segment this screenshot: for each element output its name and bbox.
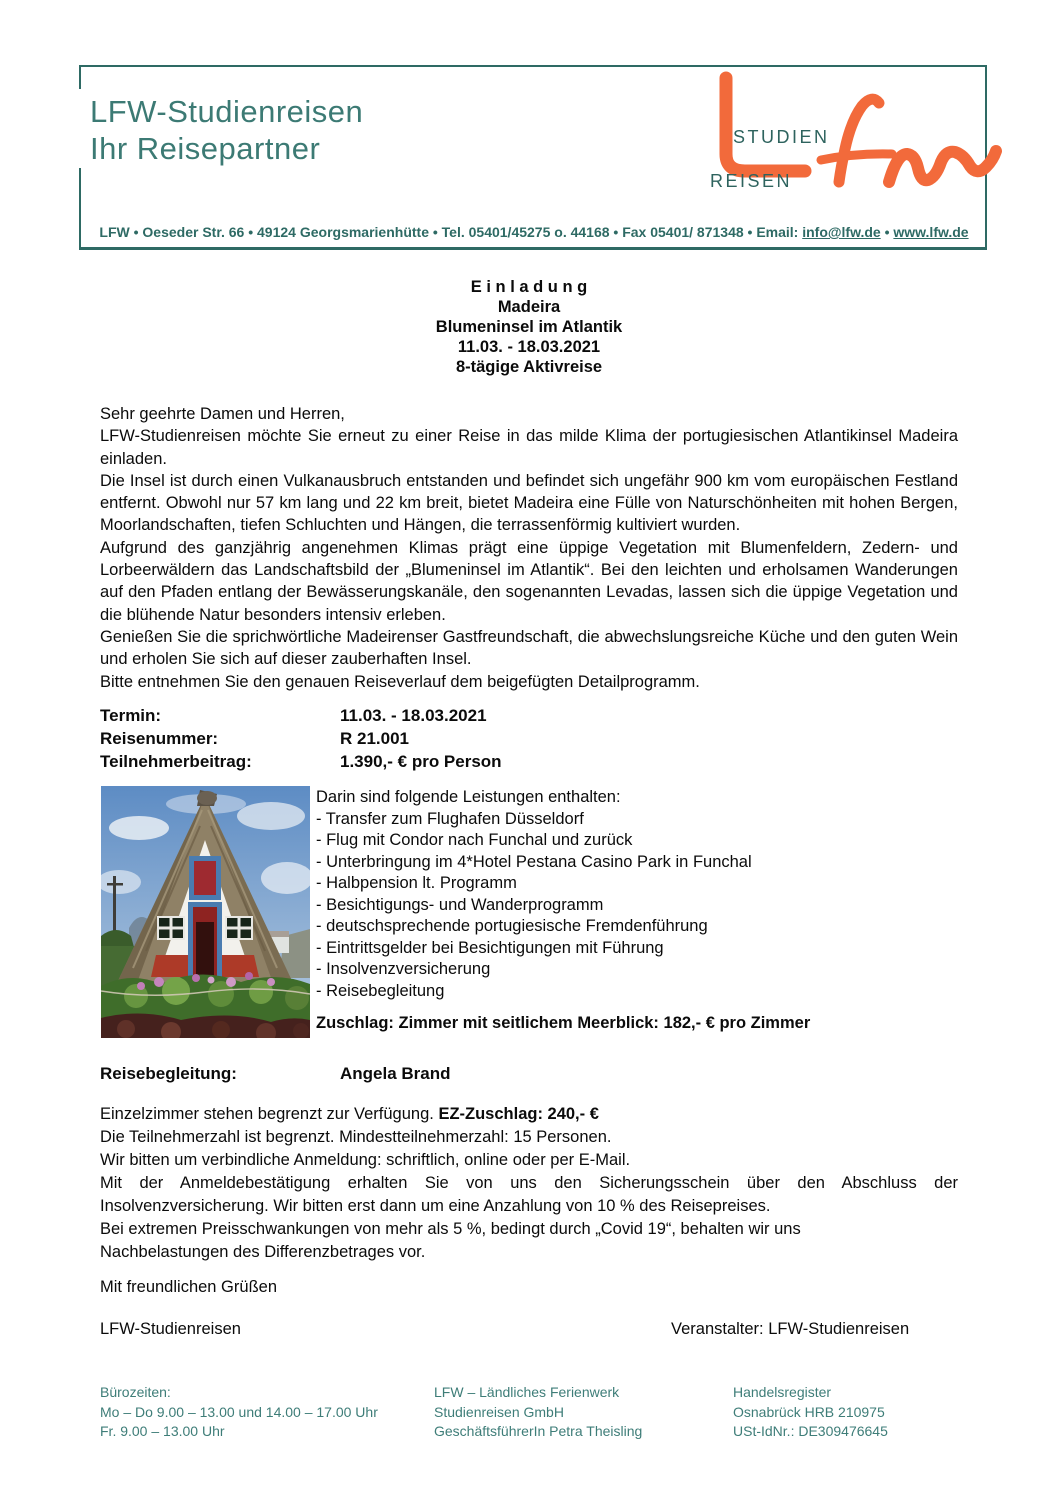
footer-company-info (434, 1383, 642, 1442)
intro-paragraph: Bitte entnehmen Sie den genauen Reiseverlauf dem beigefügten Detailprogramm. (100, 672, 700, 691)
logo-letter-f-crossbar-icon (821, 154, 892, 160)
service-item: - Eintrittsgelder bei Besichtigungen mit Führung (316, 938, 664, 957)
lfw-logo (693, 70, 993, 210)
trip-label-teilnehmerbeitrag: Teilnehmerbeitrag: (100, 752, 252, 771)
header-frame-left-upper (79, 65, 81, 89)
trip-label-reisenummer: Reisenummer: (100, 729, 219, 748)
footer-line: Osnabrück HRB 210975 (733, 1403, 885, 1420)
footer-line: LFW – Ländliches Ferienwerk (434, 1384, 620, 1400)
intro-paragraph: LFW-Studienreisen möchte Sie erneut zu einer Reise in das milde Klima der portugiesischen Atlantikinsel Madeira einladen. (100, 427, 958, 468)
santana-house-photo (101, 786, 310, 1038)
tour-guide-label: Reisebegleitung: (100, 1064, 237, 1083)
trip-detail-row (100, 727, 800, 750)
trip-detail-row (100, 704, 800, 727)
logo-text-reisen: REISEN (710, 171, 793, 191)
service-item: - Transfer zum Flughafen Düsseldorf (316, 809, 584, 828)
address-text: LFW • Oeseder Str. 66 • 49124 Georgsmarienhütte • Tel. 05401/45275 o. 44168 • Fax 05401/ 871348 • Email: (99, 224, 803, 240)
invitation-subtitle: Blumeninsel im Atlantik (435, 318, 623, 336)
invitation-destination: Madeira (497, 298, 561, 316)
trip-value-teilnehmerbeitrag: 1.390,- € pro Person (340, 752, 502, 771)
logo-letter-l-icon (726, 78, 805, 171)
trip-details-block (100, 704, 800, 773)
tour-guide-name: Angela Brand (340, 1064, 451, 1083)
address-separator: • (880, 224, 894, 240)
company-title-block (90, 93, 510, 167)
footer-registry-info (733, 1383, 888, 1442)
invitation-title-block (100, 277, 958, 377)
trip-value-reisenummer: R 21.001 (340, 729, 409, 748)
single-room-surcharge: EZ-Zuschlag: 240,- € (438, 1105, 599, 1123)
closing-greeting: Mit freundlichen Grüßen (100, 1278, 277, 1296)
price-fluctuation-line2: Nachbelastungen des Differenzbetrages vor. (100, 1243, 426, 1261)
service-item: - Insolvenzversicherung (316, 960, 491, 978)
services-block (316, 787, 964, 1035)
registration-line: Wir bitten um verbindliche Anmeldung: schriftlich, online oder per E-Mail. (100, 1151, 631, 1169)
salutation: Sehr geehrte Damen und Herren, (100, 405, 345, 423)
footer-line: Handelsregister (733, 1384, 832, 1400)
single-room-text: Einzelzimmer stehen begrenzt zur Verfügung. (100, 1105, 439, 1123)
confirmation-paragraph: Mit der Anmeldebestätigung erhalten Sie von uns den Sicherungsschein über den Abschluss der Insolvenzversicherung. Wir bitten erst dann um eine Anzahlung von 10 % des Reisepreises. (100, 1174, 958, 1215)
invitation-dates: 11.03. - 18.03.2021 (457, 338, 601, 356)
services-heading: Darin sind folgende Leistungen enthalten: (316, 788, 621, 806)
trip-value-termin: 11.03. - 18.03.2021 (340, 706, 487, 725)
header-frame-top (79, 65, 987, 67)
footer-line: USt-IdNr.: DE309476645 (733, 1423, 888, 1439)
intro-paragraph: Genießen Sie die sprichwörtliche Madeirenser Gastfreundschaft, die abwechslungsreiche Küche und den guten Wein und erholen Sie sich auf dieser zauberhaften Insel. (100, 627, 958, 669)
single-room-line (100, 1103, 958, 1126)
header-frame-bottom (79, 247, 987, 250)
intro-paragraph: Die Insel ist durch einen Vulkanausbruch entstanden und befindet sich ungefähr 900 km vom europäischen Festland entfernt. Obwohl nur 57 km lang und 22 km breit, bietet Madeira eine Fülle von Naturschönheiten mit hohen Bergen, Moorlandschaften, tiefen Schluchten und Hängen, die terrassenförmig kultiviert wurden. (100, 471, 958, 535)
min-participants-line: Die Teilnehmerzahl ist begrenzt. Mindestteilnehmerzahl: 15 Personen. (100, 1128, 612, 1146)
footer-line: Mo – Do 9.00 – 13.00 und 14.00 – 17.00 Uhr (100, 1403, 378, 1420)
service-item: - Flug mit Condor nach Funchal und zurück (316, 831, 633, 849)
invitation-heading: E i n l a d u n g (470, 278, 588, 296)
trip-detail-row (100, 750, 800, 773)
logo-letter-f-icon (839, 99, 879, 182)
tour-guide-row (100, 1064, 451, 1084)
logo-text-studien: STUDIEN (733, 127, 830, 147)
address-line (85, 224, 983, 240)
invitation-trip-type: 8-tägige Aktivreise (455, 358, 603, 376)
footer-line: Studienreisen GmbH (434, 1403, 564, 1420)
intro-text-block (100, 403, 958, 693)
service-item: - Unterbringung im 4*Hotel Pestana Casino Park in Funchal (316, 852, 752, 871)
service-item: - deutschsprechende portugiesische Fremdenführung (316, 917, 708, 935)
trip-label-termin: Termin: (100, 706, 162, 725)
email-link[interactable]: info@lfw.de (802, 224, 881, 240)
price-fluctuation-line1: Bei extremen Preisschwankungen von mehr als 5 %, bedingt durch „Covid 19“, behalten wir uns (100, 1220, 801, 1238)
footer-line: GeschäftsführerIn Petra Theisling (434, 1423, 643, 1439)
website-link[interactable]: www.lfw.de (893, 224, 969, 240)
conditions-block (100, 1103, 958, 1264)
service-item: - Halbpension lt. Programm (316, 874, 517, 892)
sea-view-surcharge: Zuschlag: Zimmer mit seitlichem Meerblick: 182,- € pro Zimmer (316, 1014, 811, 1032)
footer-office-hours (100, 1383, 378, 1442)
footer-line: Bürozeiten: (100, 1384, 171, 1400)
header-frame-left-lower (79, 168, 81, 250)
service-item: - Besichtigungs- und Wanderprogramm (316, 895, 604, 914)
organizer-note: Veranstalter: LFW-Studienreisen (671, 1320, 910, 1338)
signature-company: LFW-Studienreisen (100, 1320, 241, 1338)
company-name: LFW-Studienreisen (90, 94, 364, 129)
intro-paragraph: Aufgrund des ganzjährig angenehmen Klimas prägt eine üppige Vegetation mit Blumenfeldern, Zedern- und Lorbeerwäldern das Landschaftsbild der „Blumeninsel im Atlantik“. Bei den leichten und erholsamen Wanderungen auf den Pfaden entlang der Bewässerungskanäle, den sogenannten Levadas, lassen sich die üppige Vegetation und die blühende Natur besonders intensiv erleben. (100, 538, 958, 624)
footer-line: Fr. 9.00 – 13.00 Uhr (100, 1423, 225, 1439)
service-item: - Reisebegleitung (316, 981, 445, 1000)
logo-letter-w-icon (889, 151, 996, 182)
company-tagline: Ihr Reisepartner (90, 131, 321, 166)
